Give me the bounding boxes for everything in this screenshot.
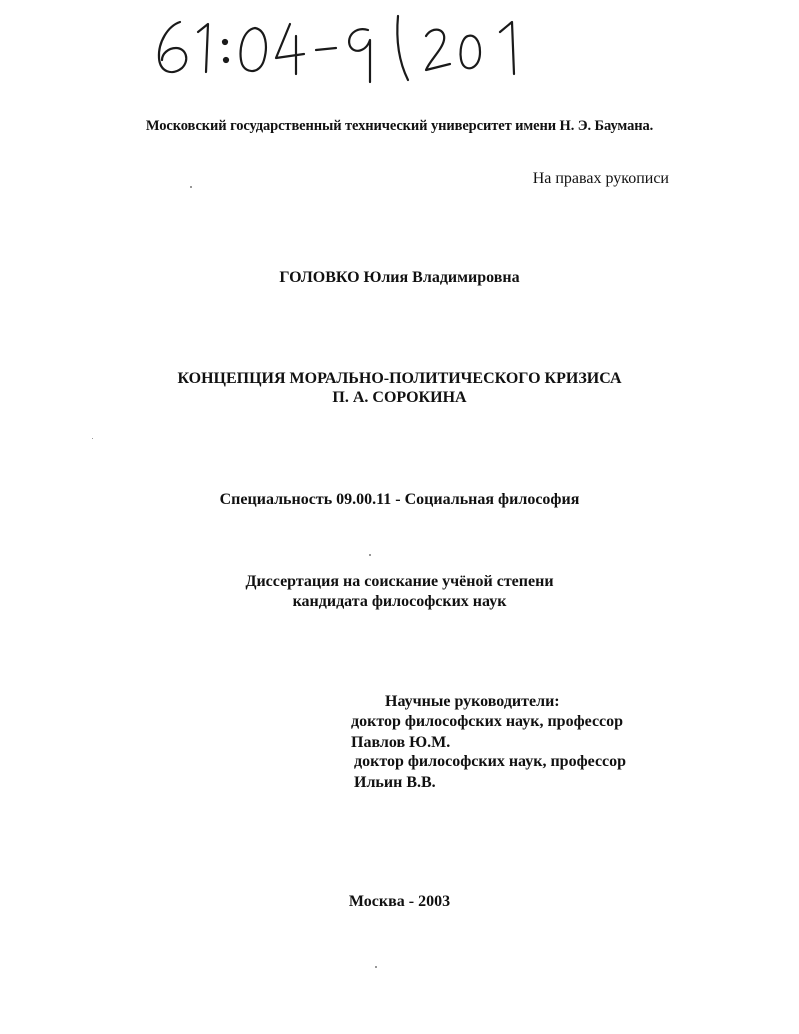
author-name: ГОЛОВКО Юлия Владимировна — [279, 269, 520, 286]
degree-statement-line-1: Диссертация на соискание учёной степени — [245, 573, 554, 590]
dissertation-title-line-1: КОНЦЕПЦИЯ МОРАЛЬНО-ПОЛИТИЧЕСКОГО КРИЗИСА — [177, 370, 622, 387]
degree-statement-line-2: кандидата философских наук — [292, 593, 507, 610]
scan-speck — [375, 966, 377, 968]
supervisor-1-degree: доктор философских наук, профессор — [351, 713, 624, 730]
scan-speck — [92, 438, 93, 439]
supervisor-1-name: Павлов Ю.М. — [351, 734, 451, 751]
university-name: Московский государственный технический университет имени Н. Э. Баумана. — [145, 118, 654, 134]
scan-speck — [369, 554, 371, 556]
supervisor-2-degree: доктор философских наук, профессор — [354, 753, 627, 770]
dissertation-title-line-2: П. А. СОРОКИНА — [332, 389, 467, 406]
place-and-year: Москва - 2003 — [348, 893, 451, 910]
handwritten-archive-number — [150, 2, 530, 84]
supervisor-2-name: Ильин В.В. — [354, 774, 436, 791]
supervisors-heading: Научные руководители: — [385, 693, 560, 710]
specialty: Специальность 09.00.11 - Социальная философия — [219, 491, 580, 508]
scan-speck — [190, 186, 192, 188]
manuscript-note: На правах рукописи — [532, 170, 669, 187]
